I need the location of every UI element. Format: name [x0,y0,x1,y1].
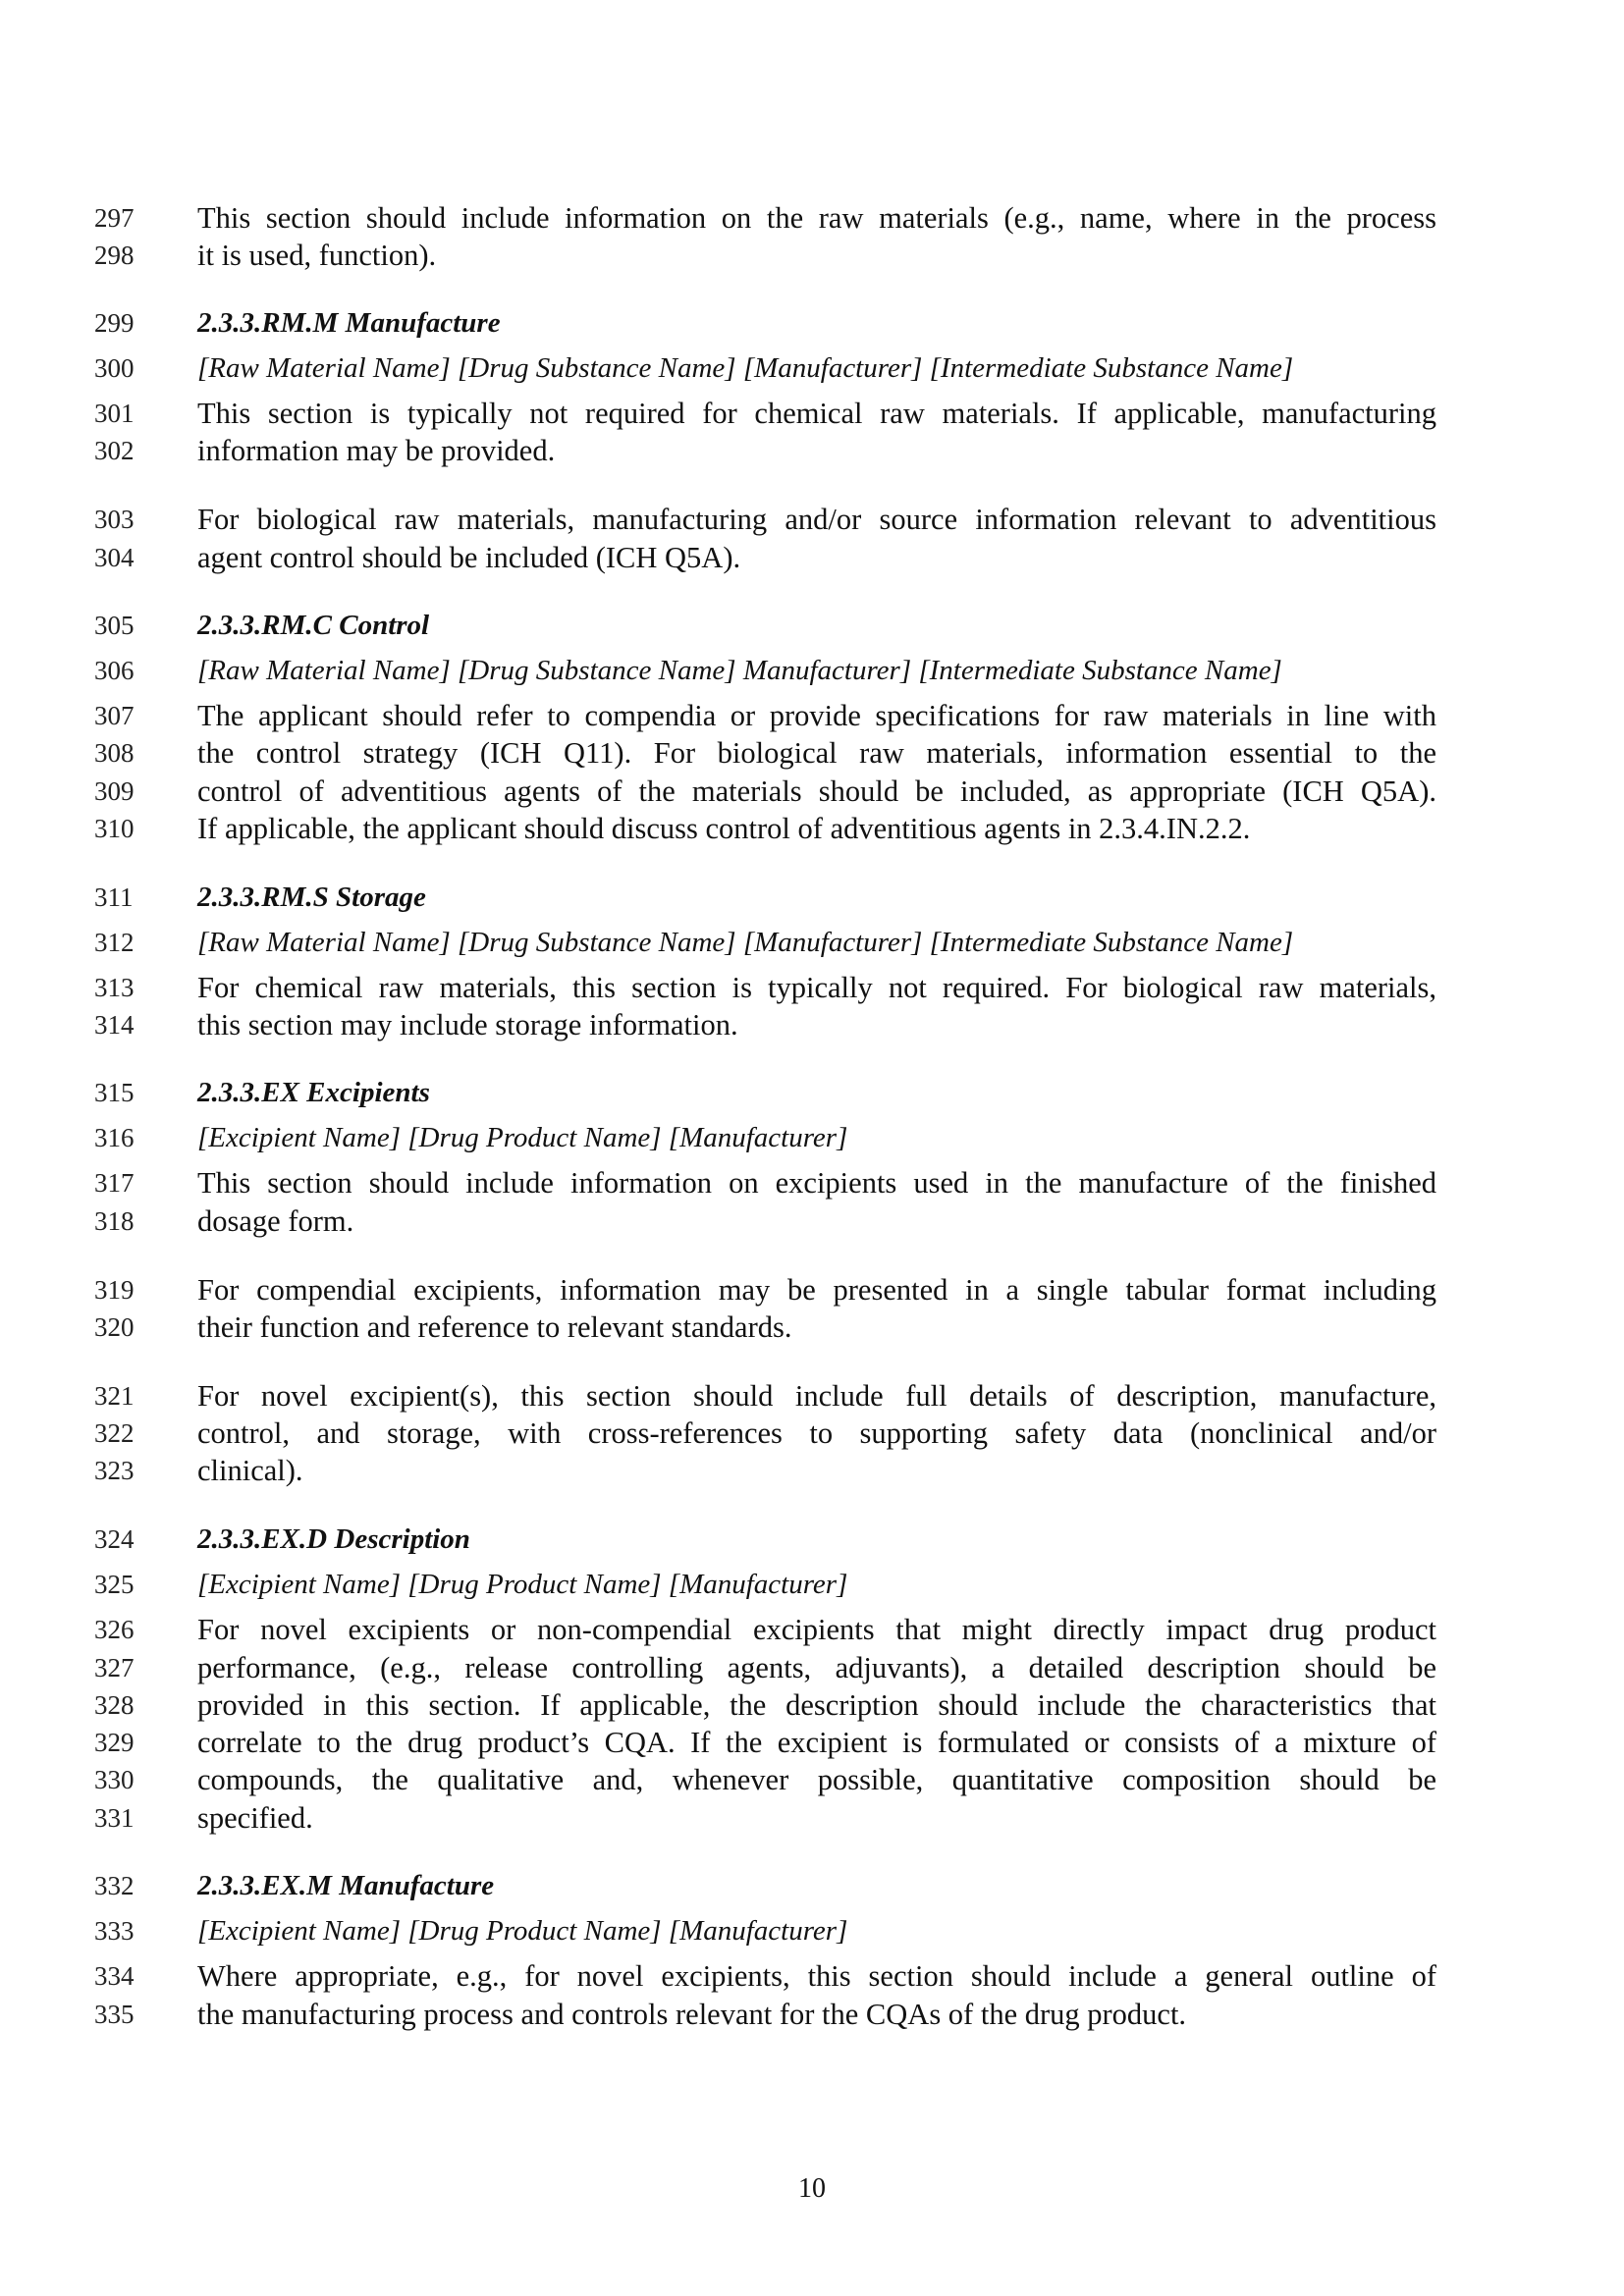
text-line [0,1686,1624,1724]
line-number: 314 [94,1010,135,1040]
line-number: 308 [94,738,135,768]
paragraph-text: compounds, the qualitative and, whenever possible, quantitative composition should be [197,1763,1436,1796]
paragraph-text: For novel excipients or non-compendial excipients that might directly impact drug product [197,1613,1436,1646]
line-number: 299 [94,308,135,338]
line-number: 327 [94,1653,135,1682]
section-subtitle-line [0,1912,1624,1949]
section-heading-line [0,1521,1624,1558]
line-number: 309 [94,776,135,806]
line-number: 329 [94,1728,135,1757]
paragraph-text: dosage form. [197,1204,354,1238]
line-number: 331 [94,1803,135,1833]
text-line [0,539,1624,576]
paragraph-text: This section is typically not required for chemical raw materials. If applicable, manufacturing [197,397,1436,430]
text-line [0,501,1624,538]
line-number: 306 [94,656,135,685]
text-line [0,1996,1624,2033]
line-number: 325 [94,1570,135,1599]
text-line [0,1164,1624,1201]
paragraph-text: For biological raw materials, manufacturing and/or source information relevant to adventitious [197,503,1436,536]
line-number: 317 [94,1168,135,1198]
line-number: 323 [94,1456,135,1485]
text-line [0,395,1624,432]
section-subtitle-line [0,652,1624,689]
section-subtitle: [Excipient Name] [Drug Product Name] [Manufacturer] [197,1122,848,1153]
section-heading-line [0,304,1624,342]
paragraph-text: For chemical raw materials, this section is typically not required. For biological raw materials, [197,971,1436,1004]
line-number: 334 [94,1961,135,1991]
line-number: 320 [94,1312,135,1342]
paragraph-text: their function and reference to relevant standards. [197,1310,792,1344]
section-heading: 2.3.3.RM.S Storage [197,881,426,913]
paragraph-text: agent control should be included (ICH Q5A). [197,541,741,574]
section-heading: 2.3.3.RM.M Manufacture [197,307,501,339]
text-line [0,1308,1624,1346]
text-line [0,1377,1624,1415]
paragraph-text: performance, (e.g., release controlling agents, adjuvants), a detailed description should be [197,1651,1436,1684]
paragraph-text: This section should include information on the raw materials (e.g., name, where in the process [197,201,1436,235]
section-subtitle: [Raw Material Name] [Drug Substance Name] Manufacturer] [Intermediate Substance Name] [197,655,1282,686]
line-number: 303 [94,505,135,534]
line-number: 312 [94,928,135,957]
text-line [0,734,1624,772]
text-line [0,1006,1624,1043]
text-line [0,773,1624,810]
text-line [0,1271,1624,1308]
section-subtitle: [Raw Material Name] [Drug Substance Name] [Manufacturer] [Intermediate Substance Name] [197,927,1294,958]
line-number: 307 [94,701,135,730]
paragraph-text: For novel excipient(s), this section should include full details of description, manufacture, [197,1379,1436,1413]
line-number: 298 [94,240,135,270]
paragraph-text: control of adventitious agents of the materials should be included, as appropriate (ICH Q5A). [197,774,1436,808]
line-number: 319 [94,1275,135,1305]
paragraph-text: Where appropriate, e.g., for novel excipients, this section should include a general outline of [197,1959,1436,1993]
section-subtitle-line [0,349,1624,387]
line-number: 302 [94,436,135,465]
line-number: 330 [94,1765,135,1794]
line-number: 332 [94,1871,135,1900]
section-heading: 2.3.3.RM.C Control [197,610,430,641]
text-line [0,810,1624,847]
text-line [0,1611,1624,1648]
text-line [0,1724,1624,1761]
line-number: 335 [94,2000,135,2029]
line-number: 300 [94,353,135,383]
section-heading-line [0,1867,1624,1904]
text-line [0,1415,1624,1452]
paragraph-text: clinical). [197,1454,303,1487]
section-subtitle-line [0,1566,1624,1603]
section-heading: 2.3.3.EX.M Manufacture [197,1870,495,1901]
line-number: 313 [94,973,135,1002]
section-heading: 2.3.3.EX.D Description [197,1523,470,1555]
line-number: 324 [94,1524,135,1554]
section-subtitle: [Excipient Name] [Drug Product Name] [Manufacturer] [197,1569,848,1600]
page-number: 10 [798,2173,826,2204]
text-line [0,1957,1624,1995]
paragraph-text: If applicable, the applicant should discuss control of adventitious agents in 2.3.4.IN.2.2. [197,812,1251,845]
section-subtitle: [Excipient Name] [Drug Product Name] [Manufacturer] [197,1915,848,1947]
section-heading-line [0,607,1624,644]
text-line [0,1761,1624,1798]
line-number: 322 [94,1418,135,1448]
line-number: 305 [94,611,135,640]
paragraph-text: control, and storage, with cross-references to supporting safety data (nonclinical and/or [197,1416,1436,1450]
line-number: 301 [94,399,135,428]
section-heading: 2.3.3.EX Excipients [197,1077,430,1108]
paragraph-text: provided in this section. If applicable, the description should include the characteristics that [197,1688,1436,1722]
text-line [0,969,1624,1006]
text-line [0,432,1624,469]
paragraph-text: the manufacturing process and controls relevant for the CQAs of the drug product. [197,1998,1187,2031]
line-number: 321 [94,1381,135,1411]
text-line [0,1799,1624,1837]
text-line [0,1452,1624,1489]
section-subtitle: [Raw Material Name] [Drug Substance Name] [Manufacturer] [Intermediate Substance Name] [197,352,1294,384]
text-line [0,1202,1624,1240]
paragraph-text: The applicant should refer to compendia or provide specifications for raw materials in line with [197,699,1436,732]
paragraph-text: specified. [197,1801,313,1835]
paragraph-text: this section may include storage information. [197,1008,738,1041]
text-line [0,237,1624,274]
line-number: 315 [94,1078,135,1107]
section-heading-line [0,1074,1624,1111]
line-number: 310 [94,814,135,843]
paragraph-text: correlate to the drug product’s CQA. If the excipient is formulated or consists of a mixture of [197,1726,1436,1759]
paragraph-text: the control strategy (ICH Q11). For biological raw materials, information essential to the [197,736,1436,770]
line-number: 311 [94,882,134,912]
line-number: 318 [94,1206,135,1236]
paragraph-text: This section should include information on excipients used in the manufacture of the finished [197,1166,1436,1200]
line-number: 333 [94,1916,135,1946]
line-number: 316 [94,1123,135,1152]
section-heading-line [0,879,1624,916]
text-line [0,199,1624,237]
line-number: 304 [94,543,135,572]
line-number: 328 [94,1690,135,1720]
paragraph-text: For compendial excipients, information may be presented in a single tabular format including [197,1273,1436,1307]
paragraph-text: information may be provided. [197,434,556,467]
line-number: 326 [94,1615,135,1644]
text-line [0,1649,1624,1686]
section-subtitle-line [0,924,1624,961]
paragraph-text: it is used, function). [197,239,437,272]
section-subtitle-line [0,1119,1624,1156]
text-line [0,697,1624,734]
line-number: 297 [94,203,135,233]
